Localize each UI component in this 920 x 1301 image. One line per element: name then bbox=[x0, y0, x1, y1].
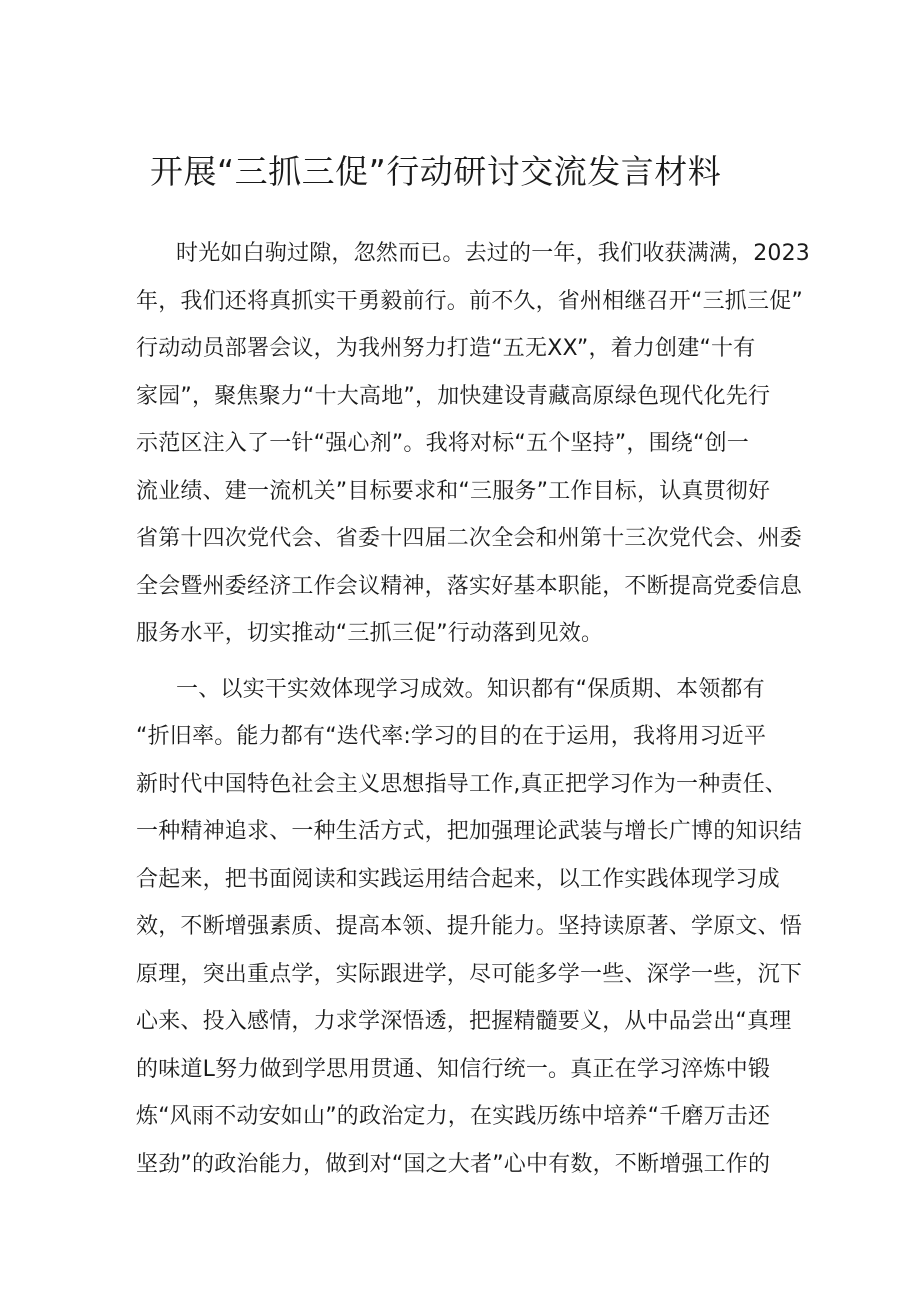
paragraph-2-line-9: 的味道L努力做到学思用贯通、知信行统一。真正在学习淬炼中锻 bbox=[136, 1056, 771, 1082]
paragraph-2-line-10: 炼“风雨不动安如山”的政治定力，在实践历练中培养“千磨万击还 bbox=[136, 1104, 771, 1129]
paragraph-2-line-1: 一、以实干实效体现学习成效。知识都有“保质期、本领都有 bbox=[176, 676, 765, 702]
paragraph-1-line-6: 流业绩、建一流机关”目标要求和“三服务”工作目标，认真贯彻好 bbox=[136, 478, 771, 504]
paragraph-2-line-4: 一种精神追求、一种生活方式，把加强理论武装与增长广博的知识结 bbox=[136, 819, 803, 844]
paragraph-1-line-8: 全会暨州委经济工作会议精神，落实好基本职能，不断提高党委信息 bbox=[136, 573, 803, 599]
paragraph-1-line-1: 时光如白驹过隙，忽然而已。去过的一年，我们收获满满，2023 bbox=[176, 241, 810, 266]
paragraph-1-line-7: 省第十四次党代会、省委十四届二次全会和州第十三次党代会、州委 bbox=[136, 526, 803, 551]
document-body bbox=[136, 230, 810, 1188]
paragraph-2-line-3: 新时代中国特色社会主义思想指导工作,真正把学习作为一种责任、 bbox=[136, 771, 787, 797]
paragraph-1-line-2: 年，我们还将真抓实干勇毅前行。前不久，省州相继召开“三抓三促” bbox=[136, 288, 803, 314]
document-title: 开展“三抓三促”行动研讨交流发言材料 bbox=[150, 152, 722, 191]
paragraph-1-line-3: 行动动员部署会议，为我州努力打造“五无XX”，着力创建“十有 bbox=[136, 336, 756, 361]
paragraph-1-line-9: 服务水平，切实推动“三抓三促”行动落到见效。 bbox=[136, 621, 604, 646]
paragraph-1-line-4: 家园”，聚焦聚力“十大高地”，加快建设青藏高原绿色现代化先行 bbox=[136, 383, 771, 409]
paragraph-2-line-11: 坚劲”的政治能力，做到对“国之大者”心中有数，不断增强工作的 bbox=[136, 1151, 771, 1177]
paragraph-2-line-7: 原理，突出重点学，实际跟进学，尽可能多学一些、深学一些，沉下 bbox=[136, 961, 803, 987]
paragraph-1-line-5: 示范区注入了一针“强心剂”。我将对标“五个坚持”，围绕“创一 bbox=[136, 431, 749, 456]
paragraph-2-line-8: 心来、投入感情，力求学深悟透，把握精髓要义，从中品尝出“真理 bbox=[136, 1009, 792, 1034]
paragraph-2-line-5: 合起来，把书面阅读和实践运用结合起来，以工作实践体现学习成 bbox=[136, 866, 780, 892]
paragraph-2-line-2: “折旧率。能力都有“迭代率:学习的目的在于运用，我将用习近平 bbox=[136, 724, 767, 749]
paragraph-2-line-6: 效，不断增强素质、提高本领、提升能力。坚持读原著、学原文、悟 bbox=[136, 914, 803, 939]
